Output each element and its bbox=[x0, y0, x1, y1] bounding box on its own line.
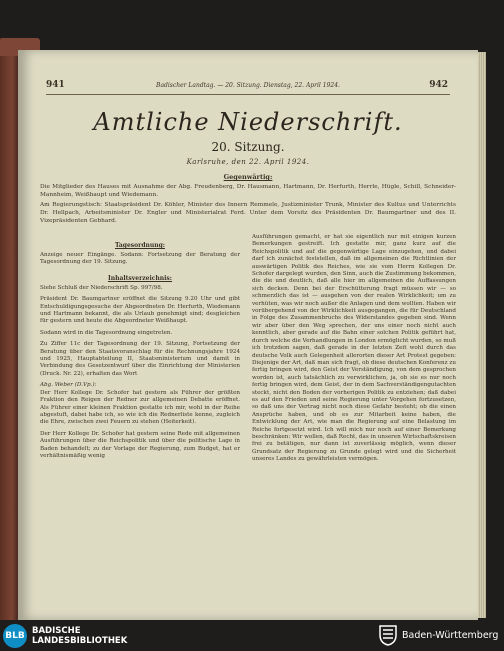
running-head: Badischer Landtag. — 20. Sitzung. Dienstag, 22. April 1924. bbox=[156, 82, 340, 89]
speech-paragraph-1: Der Herr Kollege Dr. Schofer hat gestern als Führer der größten Fraktion den Reigen der Redner zur allgemeinen Debatte eröffnet. Als Führer einer kleinen Fraktion gestatte ich mir, wohl in der Reihe abgestuft, dabei habe ich, so wie ich die Rednerliste kenne, zugleich die Ehre, zwischen zwei Feuern zu stehen (Heiterkeit). bbox=[40, 389, 240, 426]
library-name[interactable] bbox=[32, 626, 127, 646]
right-column bbox=[252, 234, 456, 614]
page-edges bbox=[478, 52, 486, 618]
present-members: Die Mitglieder des Hauses mit Ausnahme der Abg. Freudenberg, Dr. Hausmann, Hartmann, Dr. Herfurth, Herrle, Hügle, Schill, Schneider-Mannheim, Weißhaupt und Wiedemann. bbox=[40, 184, 456, 198]
agenda-text: Anzeige neuer Eingänge. Sodann: Fortsetzung der Beratung der Tagesordnung der 19. Sitzung. bbox=[40, 252, 240, 266]
contents-text: Siehe Schluß der Niederschrift Sp. 997/98. bbox=[40, 284, 163, 291]
right-column-text: Ausführungen gemacht, er hat sie eigentlich nur mit einigen kurzen Bemerkungen gestreift. Ich gestatte mir, ganz kurz auf die Reichspolitik und auf die gegenwärtige Lage einzugehen, und dabei darf ich zunächst feststellen, daß im allgemeinen die Richtlinien der auswärtigen Politik des Reiches, wie sie vom Herrn Kollegen Dr. Schofer dargelegt wurden, den Sinn, auch die Zustimmung bekommen, die die und deutlich, daß alle hier im allgemeinen die Auffassungen sich decken. Denn bei der Erschütterung fragt müssen wir — so schmerzlich das ist — ausgehen von der realen Wirklichkeit; um zu verhüten, was wir noch außer die Anlagen und dem wollten. Haben wir vorübergehend von der Wirklichkeit ausgegangen, die für Deutschland in Folge des Zusammenbruchs des Widerstandes gegeben sind. Wenn wir aber über den Weg sprechen, der uns einer noch nicht auch kenntlich, aber gerade auf die Bahn einer solchen Politik geführt hat, durch welche die Verhandlungen in London ermöglicht wurden, so muß ich trotzdem sagen, daß gerade in der letzten Zeit wohl durch das deutsche Volk auch Gelegenheit allerorten dieser Art Protest gegeben: Diejenige der Art, daß man sich fragt, ob diese deutschen Konferenz zu fertig bringen wird, den Geist der Verständigung, von dem gesprochen worden ist, auch tatsächlich zu verwirklichen, ja, ob sie es nur noch fertig bringen wird, dem Geist, der in dem Sachverständigengutachten steckt, nicht den Boden der vorherigen Politik zu entziehen; daß dabei es auf den Frieden und seine Regierung unter Vorgehen fortzusetzen, so daß uns der Vertrag nicht noch diese Gefahr besteht; ob die einen Ansprüche haben, und ob es zur Mitarbeit keine haben, die Entwicklung der Art, wie man die Regierung auf eine Belastung im Reiche fortgesetzt wird. Ich will mich nur noch auf einer Bemerkung beschränken: Wir wollen, daß Recht, das in unseren Wirtschaftskreisen frei zu betätigen, nur dann ist zuverlässig möglich, wenn dieser Grundsatz der Regierung zu Grunde gelegt wird und die Sicherheit unseres Landes zu gewährleisten vermögen. bbox=[252, 234, 456, 463]
session-number: 20. Sitzung. bbox=[211, 140, 285, 154]
agenda-enter-paragraph: Sodann wird in die Tagesordnung eingetreten. bbox=[40, 329, 173, 336]
document-page bbox=[18, 50, 478, 620]
two-column-body bbox=[40, 234, 456, 614]
blb-logo-icon[interactable]: BLB bbox=[3, 624, 27, 648]
left-column bbox=[40, 234, 240, 614]
baden-wuerttemberg-coat-of-arms-icon[interactable] bbox=[378, 624, 398, 646]
contents-heading: Inhaltsverzeichnis: bbox=[107, 274, 173, 282]
agenda-heading: Tagesordnung: bbox=[114, 242, 166, 249]
book-cover-spine bbox=[0, 38, 20, 620]
document-title: Amtliche Niederschrift. bbox=[93, 108, 403, 136]
place-date: Karlsruhe, den 22. April 1924. bbox=[186, 158, 310, 166]
library-name-line-2: LANDESBIBLIOTHEK bbox=[32, 636, 128, 646]
present-government: Am Regierungstisch: Staatspräsident Dr. Köhler, Minister des Innern Remmele, Justizminister Trunk, Minister des Kultus und Unterrichts Dr. Hellpach, Arbeitsminister Dr. Engler und Ministerialrat Ferd. Unter dem Vorsitz des Präsidenten Dr. Baumgartner und des II. Vizepräsidenten Gebhard. bbox=[40, 202, 456, 224]
page-number-left: 941 bbox=[46, 80, 65, 90]
speaker-name: Abg. Weber (D.Vp.): bbox=[40, 382, 97, 389]
agenda-item-paragraph: Zu Ziffer 11c der Tagesordnung der 19. Sitzung, Fortsetzung der Beratung über den Staatsvoranschlag für die Rechnungsjahre 1924 und 1925, Hauptabteilung II, Staatsministerium und damit in Verbindung des Gesetzentwurf über die Einrichtung der Ministerien (Druck. Nr. 22), erhalten das Wort bbox=[40, 341, 240, 377]
opening-paragraph: Präsident Dr. Baumgartner eröffnet die Sitzung 9.20 Uhr und gibt Entschuldigungsgesuche der Abgeordneten Dr. Herfurth, Wiedemann und Hartmann bekannt, die als Urlaub genehmigt sind; desgleichen für gestern und heute die Abgeordneter Weißhaupt. bbox=[40, 296, 240, 325]
header-rule bbox=[46, 94, 450, 95]
present-heading: Gegenwärtig: bbox=[223, 173, 273, 181]
library-name-line-1: BADISCHE bbox=[32, 626, 81, 636]
page-number-right: 942 bbox=[429, 80, 448, 90]
state-name[interactable]: Baden-Württemberg bbox=[402, 630, 499, 641]
speech-paragraph-2: Der Herr Kollege Dr. Schofer hat gestern seine Rede mit allgemeinen Ausführungen über die Reichspolitik und über die politische Lage in Baden behandelt; zu der Vorlage der Regierung, zum Budget, hat er verhältnismäßig wenig bbox=[40, 430, 240, 459]
